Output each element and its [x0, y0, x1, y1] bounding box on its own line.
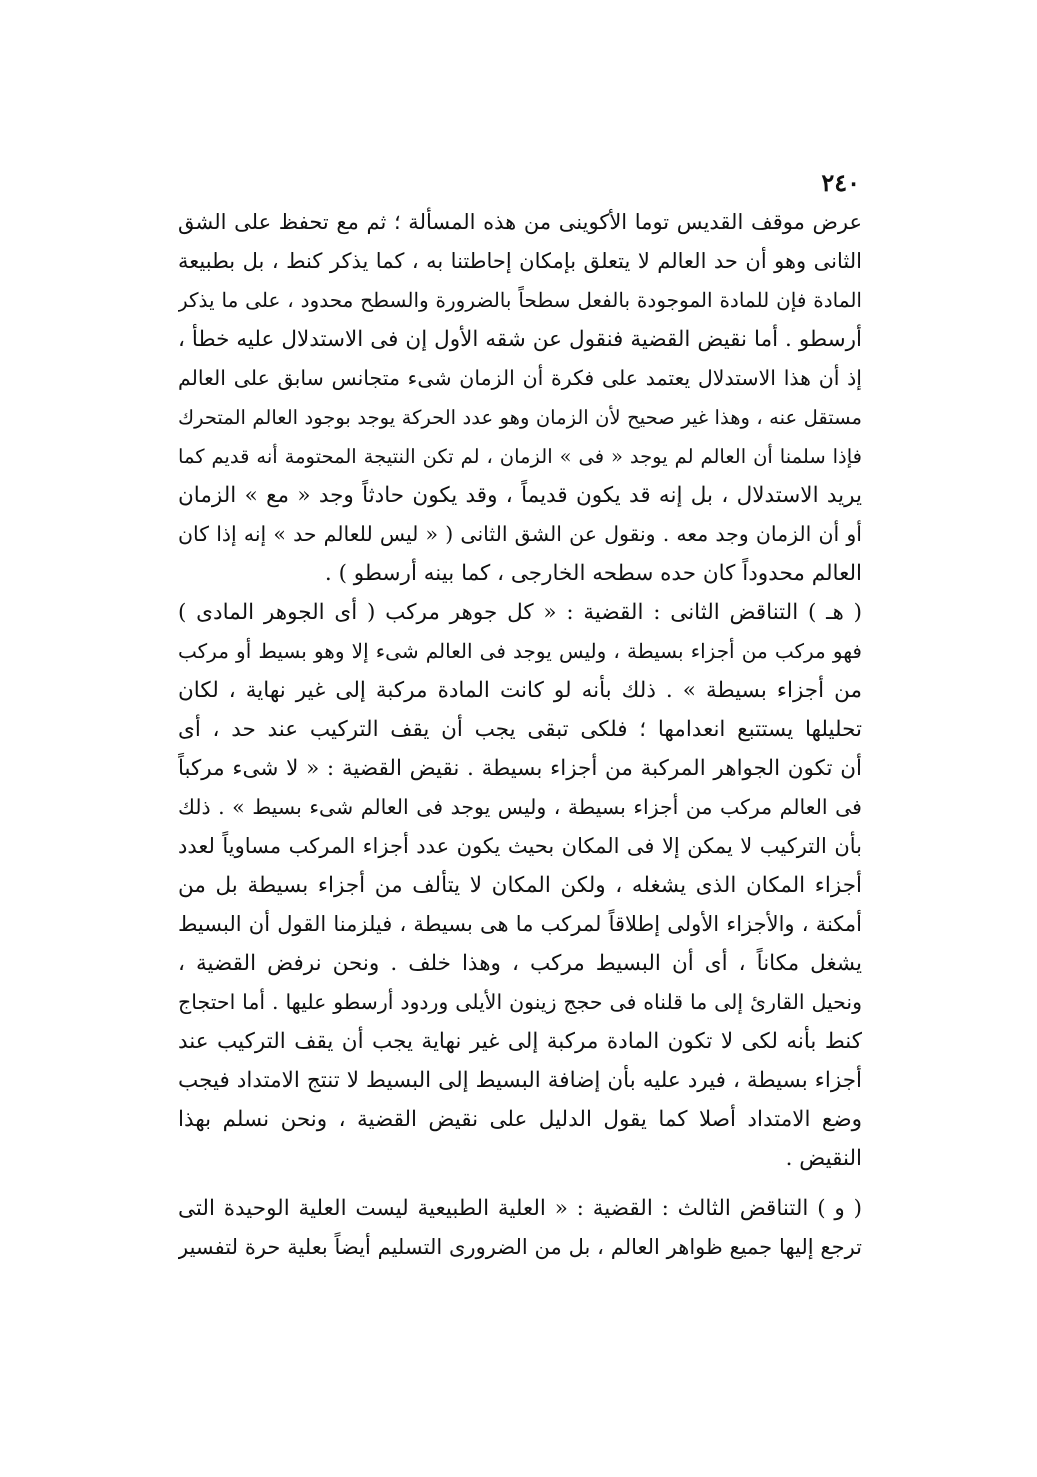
text-line: عرض موقف القديس توما الأكوينى من هذه المسألة ؛ ثم مع تحفظ على الشق [178, 210, 862, 234]
body-text [178, 203, 862, 1267]
text-line: النقيض . [785, 1146, 862, 1171]
text-line: ترجع إليها جميع ظواهر العالم ، بل من الضرورى التسليم أيضاً بعلية حرة لتفسير [178, 1235, 862, 1259]
text-line: من أجزاء بسيطة » . ذلك بأنه لو كانت المادة مركبة إلى غير نهاية ، لكان [178, 678, 862, 703]
text-line: يشغل مكاناً ، أى أن البسيط مركب ، وهذا خلف . ونحن نرفض القضية ، [178, 951, 862, 976]
text-line: أرسطو . أما نقيض القضية فنقول عن شقه الأول إن فى الاستدلال عليه خطأ ، [178, 327, 862, 352]
text-line: فإذا سلمنا أن العالم لم يوجد « فى » الزمان ، لم تكن النتيجة المحتومة أنه قديم كما [178, 445, 862, 468]
text-line: ونحيل القارئ إلى ما قلناه فى حجج زينون الأيلى وردود أرسطو عليها . أما احتجاج [178, 990, 862, 1014]
text-line: كنط بأنه لكى لا تكون المادة مركبة إلى غير نهاية يجب أن يقف التركيب عند [178, 1029, 862, 1054]
text-line: مستقل عنه ، وهذا غير صحيح لأن الزمان وهو عدد الحركة يوجد بوجود العالم المتحرك [178, 406, 862, 429]
page-number: ٢٤٠ [821, 168, 860, 197]
text-line: تحليلها يستتبع انعدامها ؛ فلكى تبقى يجب أن يقف التركيب عند حد ، أى [178, 717, 862, 742]
text-line: ( هـ ) التناقض الثانى : القضية : « كل جوهر مركب ( أى الجوهر المادى ) [178, 600, 862, 625]
text-line: العالم محدوداً كان حده سطحه الخارجى ، كما بينه أرسطو ) . [324, 561, 862, 586]
text-line: ( و ) التناقض الثالث : القضية : « العلية الطبيعية ليست العلية الوحيدة التى [178, 1196, 862, 1221]
text-line: أمكنة ، والأجزاء الأولى إطلاقاً لمركب ما هى بسيطة ، فيلزمنا القول أن البسيط [178, 912, 862, 936]
text-line: وضع الامتداد أصلا كما يقول الدليل على نقيض القضية ، ونحن نسلم بهذا [178, 1107, 862, 1132]
paragraph-gap [178, 1178, 862, 1189]
text-line: أو أن الزمان وجد معه . ونقول عن الشق الثانى ( « ليس للعالم حد » إنه إذا كان [178, 522, 862, 546]
text-line: أن تكون الجواهر المركبة من أجزاء بسيطة . نقيض القضية : « لا شىء مركباً [178, 756, 862, 781]
text-line: يريد الاستدلال ، بل إنه قد يكون قديماً ، وقد يكون حادثاً وجد « مع » الزمان [178, 483, 862, 508]
text-line: فى العالم مركب من أجزاء بسيطة ، وليس يوجد فى العالم شىء بسيط » . ذلك [178, 795, 862, 819]
text-line: الثانى وهو أن حد العالم لا يتعلق بإمكان إحاطتنا به ، كما يذكر كنط ، بل بطبيعة [178, 249, 862, 273]
text-line: بأن التركيب لا يمكن إلا فى المكان بحيث يكون عدد أجزاء المركب مساوياً لعدد [178, 834, 862, 858]
text-line: المادة فإن للمادة الموجودة بالفعل سطحاً بالضرورة والسطح محدود ، على ما يذكر [178, 288, 862, 312]
text-line: أجزاء المكان الذى يشغله ، ولكن المكان لا يتألف من أجزاء بسيطة بل من [178, 873, 862, 898]
text-line: أجزاء بسيطة ، فيرد عليه بأن إضافة البسيط إلى البسيط لا تنتج الامتداد فيجب [178, 1068, 862, 1093]
text-line: فهو مركب من أجزاء بسيطة ، وليس يوجد فى العالم شىء إلا وهو بسيط أو مركب [178, 639, 862, 663]
text-line: إذ أن هذا الاستدلال يعتمد على فكرة أن الزمان شىء متجانس سابق على العالم [178, 366, 862, 390]
